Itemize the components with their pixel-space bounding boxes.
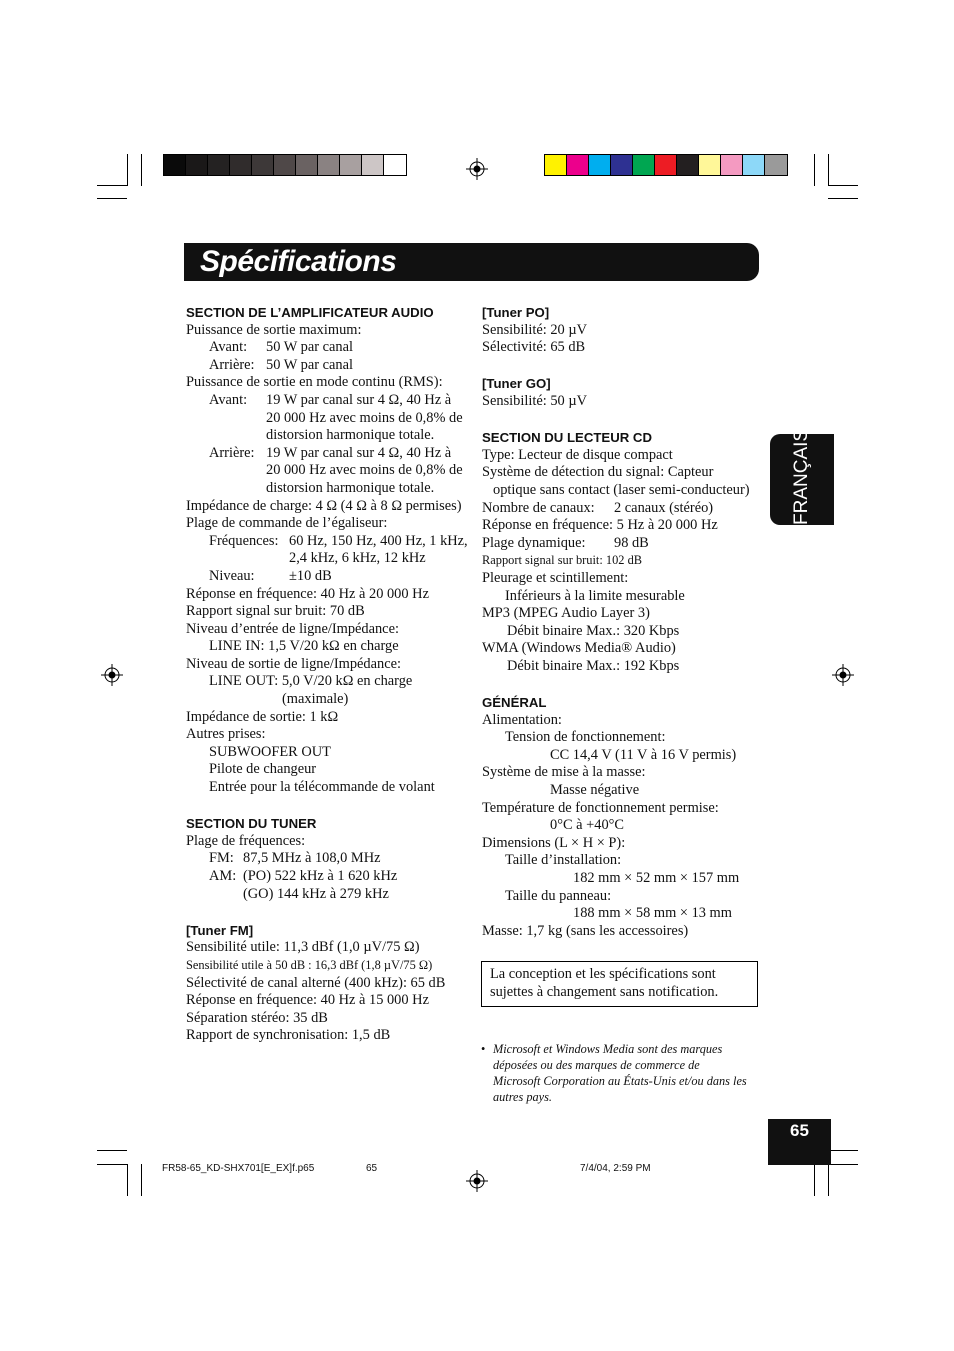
spec-label: Niveau d’entrée de ligne/Impédance: [186, 620, 399, 637]
spec-line [482, 482, 767, 500]
spec-value: 98 dB [614, 534, 649, 551]
spec-label: Impédance de sortie: 1 kΩ [186, 708, 339, 725]
color-swatch [230, 155, 252, 175]
spec-line [482, 764, 767, 782]
spec-label: Plage dynamique: [482, 534, 586, 551]
spec-line [186, 744, 471, 762]
spec-label: Nombre de canaux: [482, 499, 595, 516]
spec-line [186, 833, 471, 851]
spec-line [186, 498, 471, 516]
spec-line [186, 339, 471, 357]
spec-label: Température de fonctionnement permise: [482, 799, 719, 816]
section-heading [186, 303, 471, 322]
language-tab-label: FRANÇAIS [791, 428, 812, 525]
spec-label: Arrière: [209, 444, 255, 461]
spec-line [186, 975, 471, 993]
color-swatch [384, 155, 406, 175]
spec-label: Sélectivité de canal alterné (400 kHz): 65 dB [186, 974, 446, 991]
spec-value: 19 W par canal sur 4 Ω, 40 Hz à [266, 444, 452, 461]
color-swatch [545, 155, 567, 175]
color-swatch [765, 155, 787, 175]
footnote-line: autres pays. [493, 1090, 552, 1104]
spec-label: [Tuner PO] [482, 305, 550, 320]
spec-label: Réponse en fréquence: 5 Hz à 20 000 Hz [482, 517, 718, 534]
spec-line [186, 992, 471, 1010]
spec-value: 87,5 MHz à 108,0 MHz [243, 850, 381, 867]
color-swatch [186, 155, 208, 175]
spec-label: 188 mm × 58 mm × 13 mm [573, 905, 732, 922]
spec-line [186, 656, 471, 674]
spec-line [186, 761, 471, 779]
color-swatch [699, 155, 721, 175]
spec-line [482, 658, 767, 676]
spec-label: SECTION DE L’AMPLIFICATEUR AUDIO [186, 305, 434, 320]
registration-mark-icon [832, 664, 854, 686]
spec-line [482, 747, 767, 765]
spec-line [482, 729, 767, 747]
spec-line [186, 374, 471, 392]
spec-line [186, 709, 471, 727]
spec-line [186, 568, 471, 586]
spec-label: Sensibilité utile à 50 dB : 16,3 dBf (1,8 µV/75 Ω) [186, 957, 433, 972]
spec-label: (GO) 144 kHz à 279 kHz [243, 885, 389, 902]
color-swatch [721, 155, 743, 175]
slug-page: 65 [366, 1163, 378, 1174]
spec-label: Masse négative [550, 782, 640, 799]
color-swatch [318, 155, 340, 175]
spec-line [186, 939, 471, 957]
footnote-line: Microsoft Corporation au États-Unis et/ou dans les [493, 1074, 747, 1088]
spec-label: 182 mm × 52 mm × 157 mm [573, 870, 740, 886]
spec-line [482, 357, 767, 375]
process-color-bar [544, 154, 788, 176]
spec-label: LINE OUT: 5,0 V/20 kΩ en charge [209, 673, 413, 690]
subsection-heading [482, 374, 767, 393]
section-heading [482, 693, 767, 712]
spec-line [186, 357, 471, 375]
title-banner [184, 243, 759, 281]
color-swatch [611, 155, 633, 175]
spec-value: 60 Hz, 150 Hz, 400 Hz, 1 kHz, [289, 532, 468, 549]
spec-line [482, 447, 767, 465]
spec-line [186, 322, 471, 340]
spec-label: Type: Lecteur de disque compact [482, 446, 673, 463]
spec-line [482, 322, 767, 340]
color-swatch [340, 155, 362, 175]
spec-line [186, 533, 471, 551]
spec-label: Tension de fonctionnement: [505, 729, 666, 746]
spec-label: MP3 (MPEG Audio Layer 3) [482, 605, 650, 622]
footnote-line: déposées ou des marques de commerce de [493, 1058, 700, 1072]
spec-label: Sensibilité: 20 µV [482, 321, 588, 338]
spec-label: Masse: 1,7 kg (sans les accessoires) [482, 922, 689, 939]
grayscale-color-bar [163, 154, 407, 176]
spec-label: 2,4 kHz, 6 kHz, 12 kHz [289, 550, 426, 567]
color-swatch [655, 155, 677, 175]
spec-line [186, 638, 471, 656]
spec-line [186, 445, 471, 463]
spec-label: SECTION DU TUNER [186, 816, 317, 832]
section-heading [482, 428, 767, 447]
section-heading [186, 814, 471, 833]
spec-label: LINE IN: 1,5 V/20 kΩ en charge [209, 638, 399, 655]
spec-line [482, 817, 767, 835]
spec-label: Séparation stéréo: 35 dB [186, 1009, 328, 1026]
spec-value: 50 W par canal [266, 356, 353, 373]
spec-label: CC 14,4 V (11 V à 16 V permis) [550, 746, 737, 763]
spec-value: 50 W par canal [266, 339, 353, 356]
spec-line [482, 782, 767, 800]
spec-line [186, 1027, 471, 1045]
spec-line [186, 903, 471, 921]
spec-line [482, 339, 767, 357]
spec-label: Niveau de sortie de ligne/Impédance: [186, 655, 401, 672]
spec-label: SECTION DU LECTEUR CD [482, 430, 652, 446]
spec-label: WMA (Windows Media® Audio) [482, 640, 676, 657]
spec-label: distorsion harmonique totale. [266, 427, 435, 444]
spec-label: optique sans contact (laser semi-conducteur) [493, 481, 750, 498]
spec-line [186, 1010, 471, 1028]
spec-line [186, 850, 471, 868]
trademark-footnote [481, 1041, 766, 1105]
spec-line [482, 835, 767, 853]
spec-line [186, 957, 471, 975]
spec-label: Sensibilité utile: 11,3 dBf (1,0 µV/75 Ω) [186, 939, 420, 956]
spec-label: Avant: [209, 339, 248, 356]
spec-value: (PO) 522 kHz à 1 620 kHz [243, 868, 398, 884]
spec-line [186, 480, 471, 498]
spec-label: Pleurage et scintillement: [482, 569, 629, 586]
spec-line [482, 852, 767, 870]
spec-label: SUBWOOFER OUT [209, 743, 331, 760]
spec-line [482, 712, 767, 730]
footnote-bullet: • [481, 1042, 486, 1056]
spec-line [482, 675, 767, 693]
spec-line [482, 640, 767, 658]
spec-label: Arrière: [209, 356, 255, 373]
spec-line [186, 691, 471, 709]
spec-label: GÉNÉRAL [482, 695, 547, 711]
spec-line [186, 392, 471, 410]
spec-label: distorsion harmonique totale. [266, 479, 435, 496]
spec-label: Réponse en fréquence: 40 Hz à 20 000 Hz [186, 585, 429, 602]
spec-label: Taille du panneau: [505, 887, 612, 904]
spec-line [186, 868, 471, 886]
spec-label: Puissance de sortie maximum: [186, 321, 362, 338]
color-swatch [589, 155, 611, 175]
spec-line [482, 411, 767, 429]
spec-label: Autres prises: [186, 726, 266, 743]
registration-mark-icon [466, 1170, 488, 1192]
color-swatch [743, 155, 765, 175]
spec-line [186, 886, 471, 904]
spec-label: Dimensions (L × H × P): [482, 834, 626, 851]
spec-line [482, 588, 767, 606]
notice-box: La conception et les spécifications sont sujettes à changement sans notification. [481, 961, 758, 1007]
color-swatch [252, 155, 274, 175]
spec-line [186, 779, 471, 797]
spec-line [186, 550, 471, 568]
spec-label: (maximale) [282, 691, 349, 708]
spec-line [482, 870, 767, 888]
spec-label: Entrée pour la télécommande de volant [209, 779, 435, 796]
spec-label: 0°C à +40°C [550, 817, 624, 834]
spec-line [482, 623, 767, 641]
spec-line [186, 462, 471, 480]
page-title: Spécifications [200, 245, 397, 278]
left-column [186, 303, 471, 1045]
color-swatch [274, 155, 296, 175]
color-swatch [296, 155, 318, 175]
slug-filename: FR58-65_KD-SHX701[E_EX]f.p65 [162, 1163, 315, 1174]
color-swatch [633, 155, 655, 175]
spec-label: Impédance de charge: 4 Ω (4 Ω à 8 Ω permises) [186, 497, 462, 514]
color-swatch [164, 155, 186, 175]
color-swatch [208, 155, 230, 175]
spec-line [482, 923, 767, 941]
spec-line [186, 621, 471, 639]
spec-label: Inférieurs à la limite mesurable [505, 587, 685, 604]
registration-mark-icon [101, 664, 123, 686]
spec-line [482, 905, 767, 923]
spec-line [482, 605, 767, 623]
right-column [482, 303, 767, 940]
spec-label: [Tuner GO] [482, 376, 551, 392]
slug-date: 7/4/04, 2:59 PM [580, 1163, 651, 1174]
spec-label: Puissance de sortie en mode continu (RMS): [186, 374, 443, 391]
spec-value: 2 canaux (stéréo) [614, 499, 714, 516]
spec-label: 20 000 Hz avec moins de 0,8% de [266, 409, 463, 426]
spec-label: Plage de commande de l’égaliseur: [186, 515, 388, 532]
spec-line [186, 673, 471, 691]
color-swatch [567, 155, 589, 175]
spec-label: Sélectivité: 65 dB [482, 339, 586, 356]
spec-label: Pilote de changeur [209, 761, 317, 778]
spec-label: Rapport signal sur bruit: 70 dB [186, 603, 365, 620]
color-swatch [362, 155, 384, 175]
language-tab [770, 428, 834, 525]
spec-line [186, 726, 471, 744]
spec-label: [Tuner FM] [186, 922, 254, 938]
spec-label: Système de détection du signal: Capteur [482, 464, 714, 481]
footnote-line: Microsoft et Windows Media sont des marques [493, 1042, 723, 1056]
spec-value: 19 W par canal sur 4 Ω, 40 Hz à [266, 391, 452, 408]
spec-line [186, 515, 471, 533]
spec-line [482, 464, 767, 482]
registration-mark-icon [466, 158, 488, 180]
spec-line [482, 552, 767, 570]
spec-label: Sensibilité: 50 µV [482, 392, 588, 409]
spec-line [482, 888, 767, 906]
subsection-heading [186, 921, 471, 940]
spec-line [482, 570, 767, 588]
spec-label: Taille d’installation: [505, 852, 622, 869]
color-swatch [677, 155, 699, 175]
spec-label: FM: [209, 850, 234, 867]
spec-line [186, 427, 471, 445]
spec-label: Fréquences: [209, 532, 279, 549]
page-number: 65 [768, 1119, 831, 1165]
spec-line [482, 393, 767, 411]
spec-line [482, 800, 767, 818]
spec-label: Alimentation: [482, 711, 562, 728]
spec-line [186, 410, 471, 428]
spec-label: Rapport signal sur bruit: 102 dB [482, 553, 643, 568]
spec-label: AM: [209, 868, 237, 884]
spec-label: Réponse en fréquence: 40 Hz à 15 000 Hz [186, 992, 429, 1009]
subsection-heading [482, 303, 767, 322]
spec-label: Avant: [209, 391, 248, 408]
spec-label: Rapport de synchronisation: 1,5 dB [186, 1027, 391, 1044]
spec-line [186, 797, 471, 815]
spec-line [482, 535, 767, 553]
spec-line [186, 586, 471, 604]
spec-value: ±10 dB [289, 567, 332, 584]
spec-label: Plage de fréquences: [186, 832, 306, 849]
spec-line [482, 500, 767, 518]
spec-line [482, 517, 767, 535]
spec-label: Débit binaire Max.: 320 Kbps [507, 622, 680, 639]
spec-label: Débit binaire Max.: 192 Kbps [507, 657, 680, 674]
spec-line [186, 603, 471, 621]
spec-label: Système de mise à la masse: [482, 764, 646, 781]
spec-label: Niveau: [209, 567, 255, 584]
spec-label: 20 000 Hz avec moins de 0,8% de [266, 462, 463, 479]
